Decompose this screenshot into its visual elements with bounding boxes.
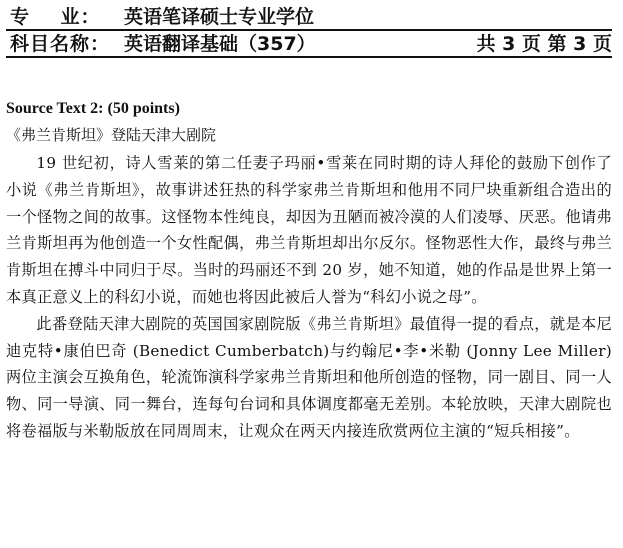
- subject-label: 科目名称：: [10, 33, 111, 55]
- major-row: [6, 4, 612, 31]
- source-title: Source Text 2: (50 points): [6, 100, 180, 117]
- major-label: 专 业：: [10, 6, 101, 28]
- paragraph-1: 19 世纪初，诗人雪莱的第二任妻子玛丽•雪莱在同时期的诗人拜伦的鼓励下创作了小说《弗兰肯斯坦》，故事讲述狂热的科学家弗兰肯斯坦和他用不同尸块重新组合造出的一个怪物之间的故事。这怪物本性纯良，却因为丑陋而被冷漠的人们凌辱、厌恶。他请弗兰肯斯坦再为他创造一个女性配偶，弗兰肯斯坦却出尔反尔。怪物恶性大作，最终与弗兰肯斯坦在搏斗中同归于尽。当时的玛丽还不到 20 岁，她不知道，她的作品是世界上第一本真正意义上的科幻小说，而她也将因此被后人誉为“科幻小说之母”。: [6, 154, 612, 306]
- header-rule: [6, 56, 612, 58]
- subject-row: [6, 31, 612, 58]
- exam-header: [6, 4, 612, 58]
- subject-value: 英语翻译基础（357）: [124, 33, 316, 55]
- major-value: 英语笔译硕士专业学位: [124, 6, 315, 28]
- page-count: 共 3 页 第 3 页: [476, 33, 612, 55]
- paragraph-2: 此番登陆天津大剧院的英国国家剧院版《弗兰肯斯坦》最值得一提的看点，就是本尼迪克特•康伯巴奇 (Benedict Cumberbatch)与约翰尼•李•米勒 (Jonny Lee Miller)两位主演会互换角色，轮流饰演科学家弗兰肯斯坦和他所创造的怪物，同一剧目、同一人物、同一导演、同一舞台，连每句台词和具体调度都毫无差别。本轮放映，天津大剧院也将卷福版与米勒版放在同周周末，让观众在两天内接连欣赏两位主演的“短兵相接”。: [6, 314, 612, 440]
- article-title: 《弗兰肯斯坦》登陆天津大剧院: [6, 126, 217, 144]
- source-text-section: [6, 98, 612, 445]
